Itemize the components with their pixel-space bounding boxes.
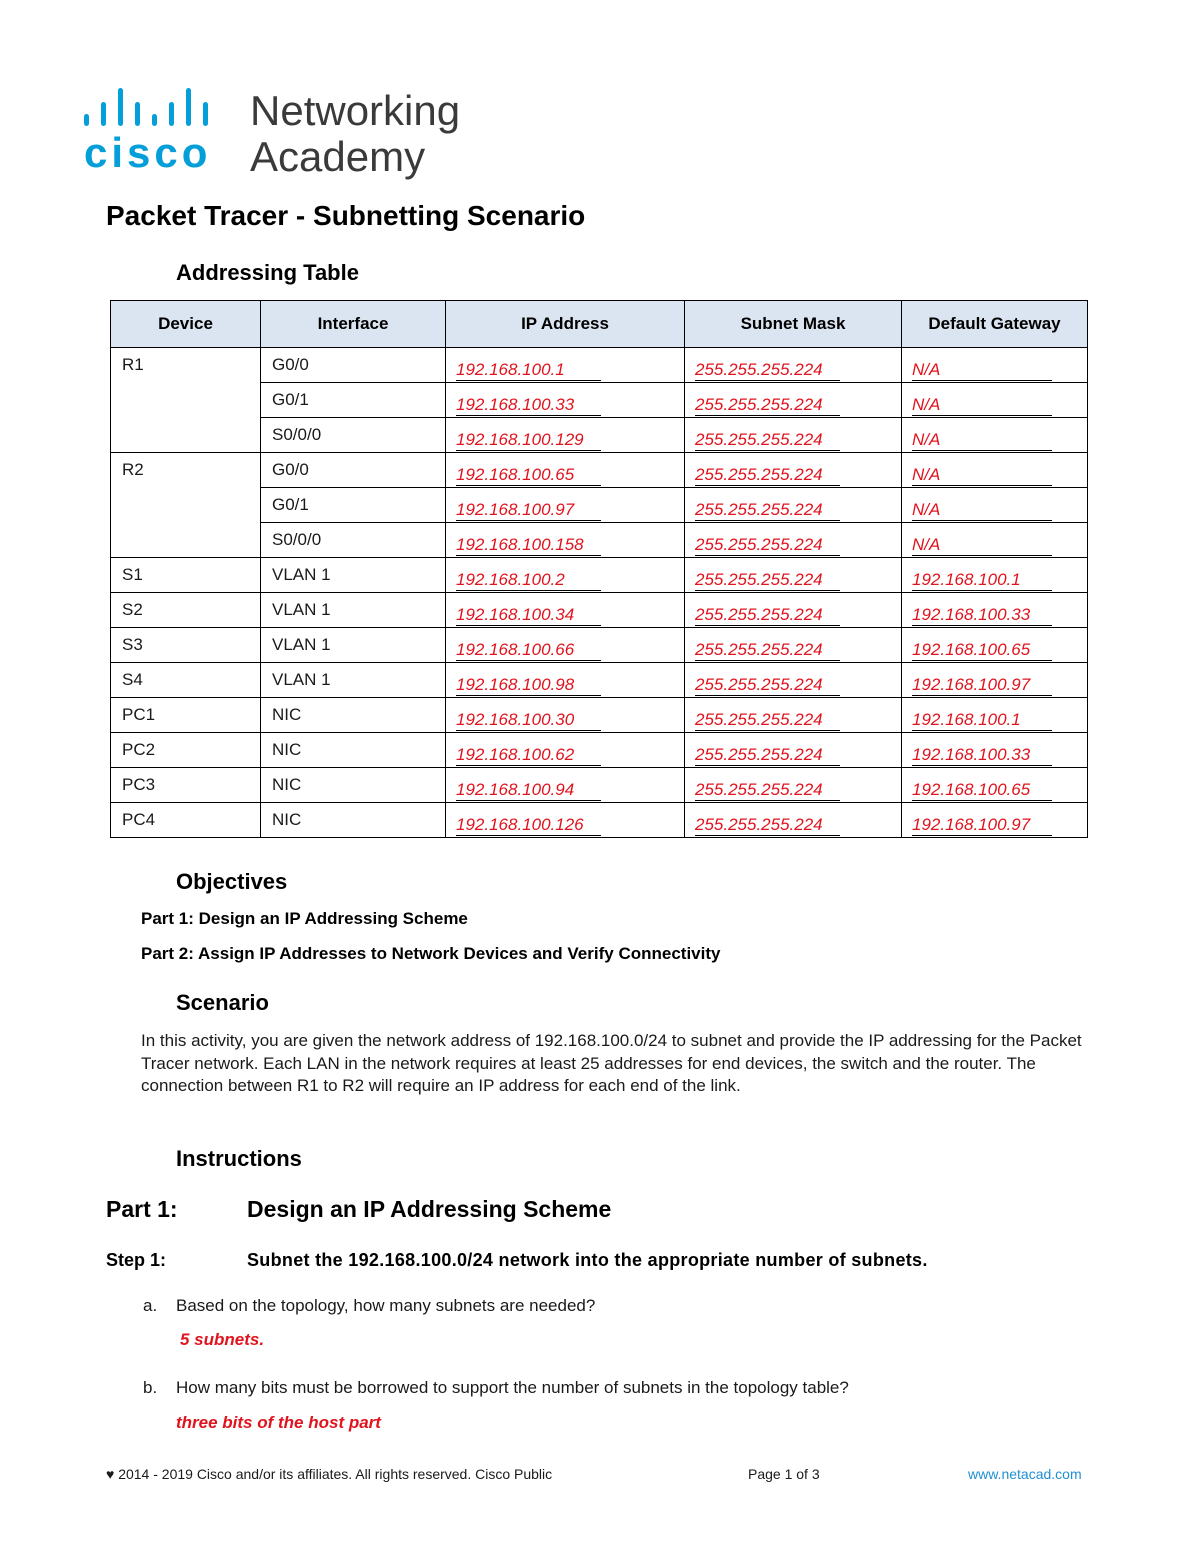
device-cell [111,348,261,453]
interface-name: NIC [272,775,302,794]
device-name: S2 [122,600,143,619]
interface-name-cell [261,418,446,453]
ip-address-value: 192.168.100.129 [456,431,601,451]
ip-address-value: 192.168.100.33 [456,396,601,416]
table-row [111,733,1088,768]
subnet-mask-value: 255.255.255.224 [695,501,840,521]
step1-label: Step 1: [106,1250,167,1270]
interface-name-cell [261,523,446,558]
table-row [111,453,1088,488]
interface-name: S0/0/0 [272,530,322,549]
subnet-mask-value-cell [685,663,902,698]
default-gateway-value: 192.168.100.33 [912,606,1052,626]
ip-address-value: 192.168.100.158 [456,536,601,556]
part1-title: Design an IP Addressing Scheme [247,1196,612,1222]
col-ip-address: IP Address [446,301,685,348]
table-row [111,803,1088,838]
subnet-mask-value-cell [685,418,902,453]
ip-address-value-cell [446,558,685,593]
interface-name-cell [261,558,446,593]
default-gateway-value-cell [902,593,1088,628]
interface-name-cell [261,663,446,698]
ip-address-value: 192.168.100.62 [456,746,601,766]
interface-name: VLAN 1 [272,600,331,619]
ip-address-value-cell [446,803,685,838]
ip-address-value-cell [446,663,685,698]
ip-address-value-cell [446,348,685,383]
default-gateway-value: 192.168.100.97 [912,816,1052,836]
subnet-mask-value: 255.255.255.224 [695,361,840,381]
table-row [111,768,1088,803]
question-b-text: How many bits must be borrowed to support the number of subnets in the topology table? [176,1378,849,1397]
question-a-letter: a. [143,1296,158,1315]
interface-name: VLAN 1 [272,565,331,584]
logo-line-networking: Networking [250,87,461,134]
default-gateway-value: 192.168.100.1 [912,711,1052,731]
ip-address-value-cell [446,733,685,768]
ip-address-value-cell [446,453,685,488]
device-cell [111,733,261,768]
default-gateway-value: N/A [912,501,1052,521]
device-name: R1 [122,355,144,374]
device-cell [111,593,261,628]
interface-name-cell [261,768,446,803]
table-row [111,593,1088,628]
step1-title: Subnet the 192.168.100.0/24 network into the appropriate number of subnets. [247,1250,928,1270]
device-cell [111,453,261,558]
question-b-answer: three bits of the host part [176,1413,381,1432]
device-name: S3 [122,635,143,654]
ip-address-value: 192.168.100.94 [456,781,601,801]
interface-name-cell [261,348,446,383]
default-gateway-value: N/A [912,361,1052,381]
default-gateway-value-cell [902,768,1088,803]
default-gateway-value: 192.168.100.65 [912,781,1052,801]
logo-line-academy: Academy [250,133,426,180]
interface-name-cell [261,488,446,523]
footer-copyright: ♥ 2014 - 2019 Cisco and/or its affiliates. All rights reserved. Cisco Public [106,1466,553,1482]
ip-address-value: 192.168.100.65 [456,466,601,486]
interface-name: NIC [272,705,302,724]
subnet-mask-value: 255.255.255.224 [695,606,840,626]
default-gateway-value-cell [902,418,1088,453]
default-gateway-value-cell [902,733,1088,768]
subnet-mask-value: 255.255.255.224 [695,536,840,556]
addressing-table-heading: Addressing Table [176,260,359,285]
question-a-answer: 5 subnets. [180,1330,265,1349]
subnet-mask-value: 255.255.255.224 [695,781,840,801]
subnet-mask-value: 255.255.255.224 [695,396,840,416]
subnet-mask-value-cell [685,558,902,593]
objective-part1: Part 1: Design an IP Addressing Scheme [141,909,468,928]
subnet-mask-value-cell [685,768,902,803]
addressing-table [110,300,1088,838]
cisco-wordmark: cisco [84,129,212,176]
device-name: R2 [122,460,144,479]
subnet-mask-value-cell [685,733,902,768]
default-gateway-value: N/A [912,396,1052,416]
ip-address-value: 192.168.100.98 [456,676,601,696]
default-gateway-value: 192.168.100.65 [912,641,1052,661]
subnet-mask-value-cell [685,348,902,383]
device-name: PC4 [122,810,156,829]
interface-name: VLAN 1 [272,670,331,689]
subnet-mask-value: 255.255.255.224 [695,571,840,591]
ip-address-value-cell [446,698,685,733]
question-a-text: Based on the topology, how many subnets are needed? [176,1296,596,1315]
default-gateway-value: 192.168.100.33 [912,746,1052,766]
document-title: Packet Tracer - Subnetting Scenario [106,200,586,231]
device-cell [111,768,261,803]
default-gateway-value-cell [902,453,1088,488]
default-gateway-value-cell [902,523,1088,558]
interface-name-cell [261,593,446,628]
col-interface: Interface [261,301,446,348]
part1-label: Part 1: [106,1196,178,1222]
subnet-mask-value-cell [685,628,902,663]
scenario-text: In this activity, you are given the network address of 192.168.100.0/24 to subnet and provide the IP addressing for the Packet Tracer network. Each LAN in the network requires at least 25 addresses for end devices, the switch and the router. The connection between R1 to R2 will require an IP address for each end of the link. [141,1031,1082,1095]
default-gateway-value-cell [902,488,1088,523]
default-gateway-value-cell [902,558,1088,593]
ip-address-value: 192.168.100.34 [456,606,601,626]
ip-address-value-cell [446,488,685,523]
subnet-mask-value-cell [685,453,902,488]
subnet-mask-value: 255.255.255.224 [695,676,840,696]
ip-address-value: 192.168.100.30 [456,711,601,731]
table-row [111,628,1088,663]
subnet-mask-value: 255.255.255.224 [695,641,840,661]
col-default-gateway: Default Gateway [902,301,1088,348]
interface-name-cell [261,698,446,733]
objectives-heading: Objectives [176,869,288,894]
footer-link[interactable]: www.netacad.com [968,1466,1082,1482]
ip-address-value-cell [446,768,685,803]
table-header-row [111,301,1088,348]
subnet-mask-value-cell [685,593,902,628]
device-cell [111,558,261,593]
instructions-heading: Instructions [176,1146,302,1171]
subnet-mask-value: 255.255.255.224 [695,816,840,836]
interface-name-cell [261,453,446,488]
ip-address-value: 192.168.100.2 [456,571,601,591]
interface-name: G0/0 [272,460,309,479]
device-name: S4 [122,670,143,689]
ip-address-value: 192.168.100.126 [456,816,601,836]
table-row [111,348,1088,383]
ip-address-value: 192.168.100.97 [456,501,601,521]
interface-name: G0/0 [272,355,309,374]
subnet-mask-value-cell [685,488,902,523]
ip-address-value: 192.168.100.66 [456,641,601,661]
device-cell [111,803,261,838]
device-cell [111,663,261,698]
default-gateway-value: 192.168.100.1 [912,571,1052,591]
ip-address-value-cell [446,628,685,663]
subnet-mask-value-cell [685,803,902,838]
scenario-heading: Scenario [176,990,269,1015]
interface-name: VLAN 1 [272,635,331,654]
default-gateway-value-cell [902,803,1088,838]
subnet-mask-value: 255.255.255.224 [695,711,840,731]
interface-name-cell [261,628,446,663]
subnet-mask-value: 255.255.255.224 [695,746,840,766]
subnet-mask-value-cell [685,523,902,558]
col-subnet-mask: Subnet Mask [685,301,902,348]
logo-text [250,88,460,180]
default-gateway-value-cell [902,698,1088,733]
subnet-mask-value: 255.255.255.224 [695,466,840,486]
device-name: PC2 [122,740,156,759]
device-name: PC1 [122,705,156,724]
ip-address-value-cell [446,383,685,418]
device-cell [111,628,261,663]
ip-address-value-cell [446,593,685,628]
subnet-mask-value: 255.255.255.224 [695,431,840,451]
default-gateway-value: N/A [912,466,1052,486]
device-name: S1 [122,565,143,584]
interface-name-cell [261,383,446,418]
footer-page-number: Page 1 of 3 [748,1466,820,1482]
device-cell [111,698,261,733]
table-row [111,663,1088,698]
interface-name: G0/1 [272,390,309,409]
question-b-letter: b. [143,1378,158,1397]
cisco-logo-bars [84,88,214,126]
default-gateway-value-cell [902,383,1088,418]
table-row [111,558,1088,593]
objective-part2: Part 2: Assign IP Addresses to Network Devices and Verify Connectivity [141,944,721,963]
subnet-mask-value-cell [685,698,902,733]
interface-name: G0/1 [272,495,309,514]
default-gateway-value-cell [902,348,1088,383]
default-gateway-value: 192.168.100.97 [912,676,1052,696]
ip-address-value-cell [446,523,685,558]
interface-name-cell [261,803,446,838]
interface-name-cell [261,733,446,768]
interface-name: NIC [272,810,302,829]
device-name: PC3 [122,775,156,794]
default-gateway-value: N/A [912,431,1052,451]
subnet-mask-value-cell [685,383,902,418]
default-gateway-value-cell [902,663,1088,698]
ip-address-value-cell [446,418,685,453]
ip-address-value: 192.168.100.1 [456,361,601,381]
interface-name: NIC [272,740,302,759]
default-gateway-value: N/A [912,536,1052,556]
table-row [111,698,1088,733]
col-device: Device [111,301,261,348]
interface-name: S0/0/0 [272,425,322,444]
default-gateway-value-cell [902,628,1088,663]
